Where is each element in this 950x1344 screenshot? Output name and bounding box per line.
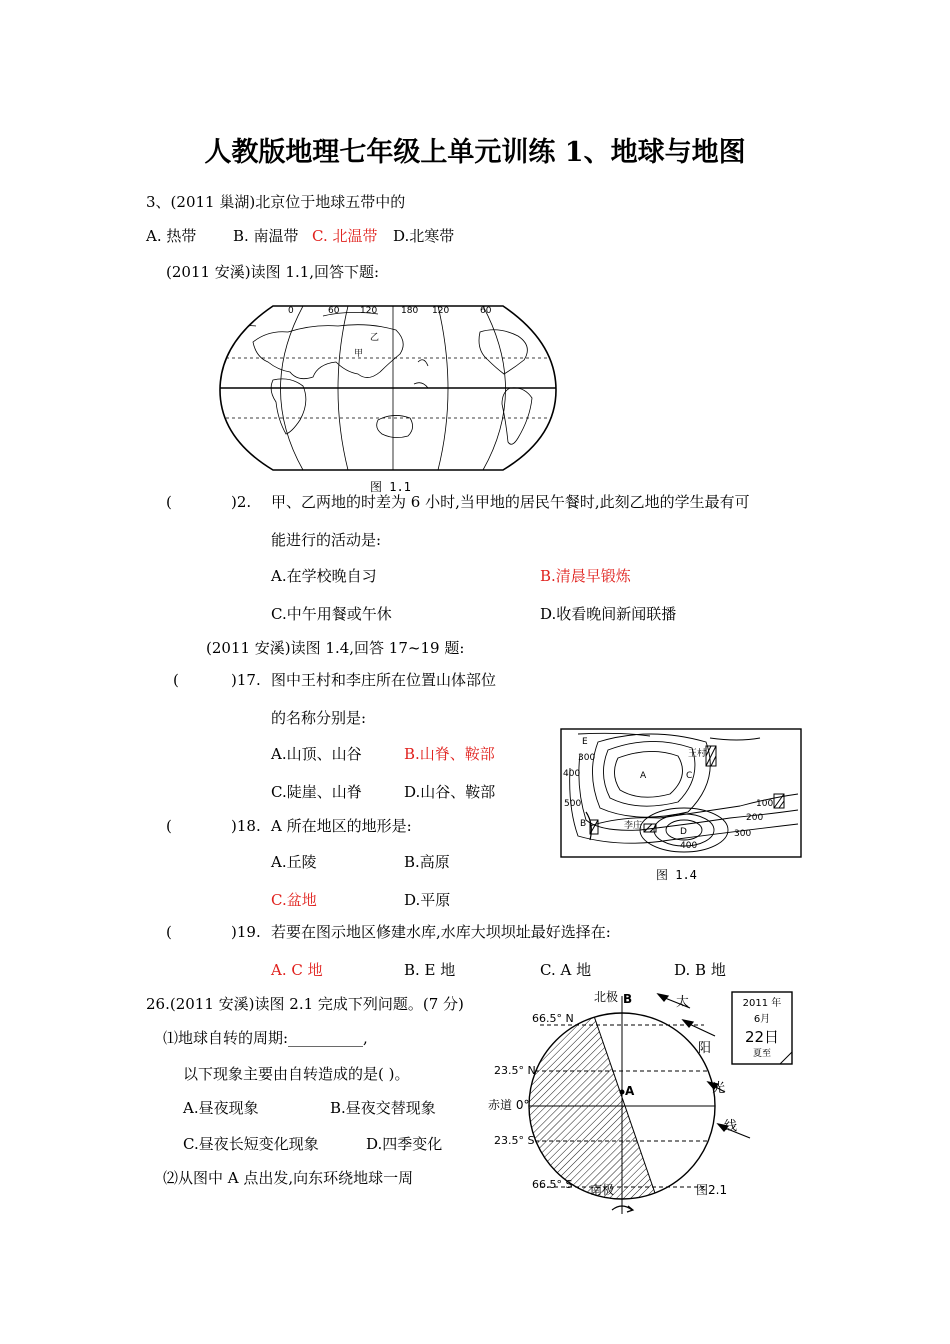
contour-label-lizhuang: 李庄 (624, 821, 643, 831)
q2-option-a: A.在学校晚自习 (271, 567, 377, 585)
q19-number: )19. (231, 923, 261, 941)
svg-text:60: 60 (328, 306, 340, 316)
sun-ray-char-1: 太 (676, 995, 690, 1010)
contour-label-d: D (680, 827, 687, 837)
q17-stem-line2: 的名称分别是: (271, 709, 367, 727)
q17-option-c: C.陡崖、山脊 (271, 783, 362, 801)
fig-2-1-caption: 图2.1 (696, 1183, 728, 1197)
q18-option-d: D.平原 (404, 891, 451, 909)
earth-north-pole: 北极 (594, 989, 619, 1004)
contour-label-e: E (582, 737, 588, 747)
intro-fig-1-4: (2011 安溪)读图 1.4,回答 17~19 题: (206, 639, 465, 657)
lat-66-5-n: 66.5° N (532, 1012, 574, 1025)
q19-option-c: C. A 地 (540, 961, 592, 979)
q3-option-b: B. 南温带 (233, 227, 299, 245)
q17-paren: ( (173, 671, 179, 689)
q3-option-a: A. 热带 (146, 227, 197, 245)
q2-option-c: C.中午用餐或午休 (271, 605, 392, 623)
contour-label-a: A (640, 771, 647, 781)
q17-stem-line1: 图中王村和李庄所在位置山体部位 (271, 671, 497, 689)
q3-stem: 3、(2011 巢湖)北京位于地球五带中的 (146, 193, 406, 211)
q18-option-a: A.丘陵 (271, 853, 317, 871)
q19-option-d: D. B 地 (674, 961, 726, 979)
svg-text:120: 120 (360, 306, 378, 316)
q17-option-a: A.山顶、山谷 (271, 745, 362, 763)
calendar-year: 2011 年 (742, 998, 782, 1009)
svg-text:乙: 乙 (370, 333, 380, 343)
intro-fig-1-1: (2011 安溪)读图 1.1,回答下题: (166, 263, 380, 281)
fig-1-4-caption: 图 1.4 (656, 868, 697, 882)
svg-text:120: 120 (432, 306, 450, 316)
sun-ray-char-3: 光 (712, 1081, 726, 1096)
contour-label-wangcun: 王村 (688, 749, 707, 759)
lat-23-5-n: 23.5° N (494, 1064, 536, 1077)
q26-part1b: 以下现象主要由自转造成的是( )。 (183, 1065, 410, 1083)
contour-value-300a: 300 (578, 753, 596, 763)
fig-1-1-caption: 图 1.1 (370, 480, 411, 494)
q26-option-c: C.昼夜长短变化现象 (183, 1135, 319, 1153)
contour-value-400a: 400 (563, 769, 581, 779)
q2-stem-line1: 甲、乙两地的时差为 6 小时,当甲地的居民午餐时,此刻乙地的学生最有可 (271, 493, 750, 511)
earth-point-a: A (625, 1083, 635, 1098)
q26-part1: ⑴地球自转的周期:__________, (163, 1029, 368, 1047)
contour-map-figure (560, 728, 802, 858)
contour-value-100: 100 (756, 799, 774, 809)
q18-stem: A 所在地区的地形是: (271, 817, 412, 835)
q19-stem: 若要在图示地区修建水库,水库大坝坝址最好选择在: (271, 923, 611, 941)
q17-option-d: D.山谷、鞍部 (404, 783, 496, 801)
earth-diagram-figure (480, 988, 800, 1216)
calendar-day: 22日 (744, 1028, 780, 1046)
contour-label-b: B (580, 819, 587, 829)
contour-value-300b: 300 (734, 829, 752, 839)
q26-stem: 26.(2011 安溪)读图 2.1 完成下列问题。(7 分) (146, 995, 464, 1013)
q2-option-d: D.收看晚间新闻联播 (540, 605, 677, 623)
q18-option-c: C.盆地 (271, 891, 317, 909)
q26-option-a: A.昼夜现象 (183, 1099, 259, 1117)
q17-option-b: B.山脊、鞍部 (404, 745, 495, 763)
lat-66-5-s: 66.5° S (532, 1178, 573, 1191)
contour-value-200: 200 (746, 813, 764, 823)
q18-option-b: B.高原 (404, 853, 450, 871)
world-map-figure (218, 302, 558, 474)
q19-paren: ( (166, 923, 172, 941)
q3-option-d: D.北寒带 (393, 227, 455, 245)
earth-south-pole: 南极 (590, 1183, 615, 1197)
q18-paren: ( (166, 817, 172, 835)
svg-text:180: 180 (401, 306, 419, 316)
lat-23-5-s: 23.5° S (494, 1134, 535, 1147)
calendar-month: 6月 (753, 1014, 771, 1025)
q17-number: )17. (231, 671, 261, 689)
calendar-term: 夏至 (752, 1049, 772, 1059)
contour-value-400b: 400 (680, 841, 698, 851)
equator-label: 赤道 0° (488, 1098, 530, 1112)
q19-option-b: B. E 地 (404, 961, 456, 979)
q19-option-a: A. C 地 (271, 961, 323, 979)
svg-text:甲: 甲 (354, 349, 364, 359)
q26-option-b: B.昼夜交替现象 (330, 1099, 436, 1117)
q18-number: )18. (231, 817, 261, 835)
q2-option-b: B.清晨早锻炼 (540, 567, 631, 585)
svg-text:60: 60 (480, 306, 492, 316)
q26-part2: ⑵从图中 A 点出发,向东环绕地球一周 (163, 1169, 414, 1187)
q2-paren: ( (166, 493, 172, 511)
earth-point-b: B (623, 991, 633, 1006)
contour-value-500: 500 (564, 799, 582, 809)
q26-option-d: D.四季变化 (366, 1135, 443, 1153)
q2-number: )2. (231, 493, 252, 511)
contour-label-c: C (686, 771, 693, 781)
q3-option-c: C. 北温带 (312, 227, 378, 245)
page-title: 人教版地理七年级上单元训练 1、地球与地图 (204, 137, 746, 168)
svg-text:0: 0 (288, 306, 294, 316)
sun-ray-char-2: 阳 (698, 1041, 712, 1056)
q2-stem-line2: 能进行的活动是: (271, 531, 382, 549)
sun-ray-char-4: 线 (724, 1119, 738, 1134)
